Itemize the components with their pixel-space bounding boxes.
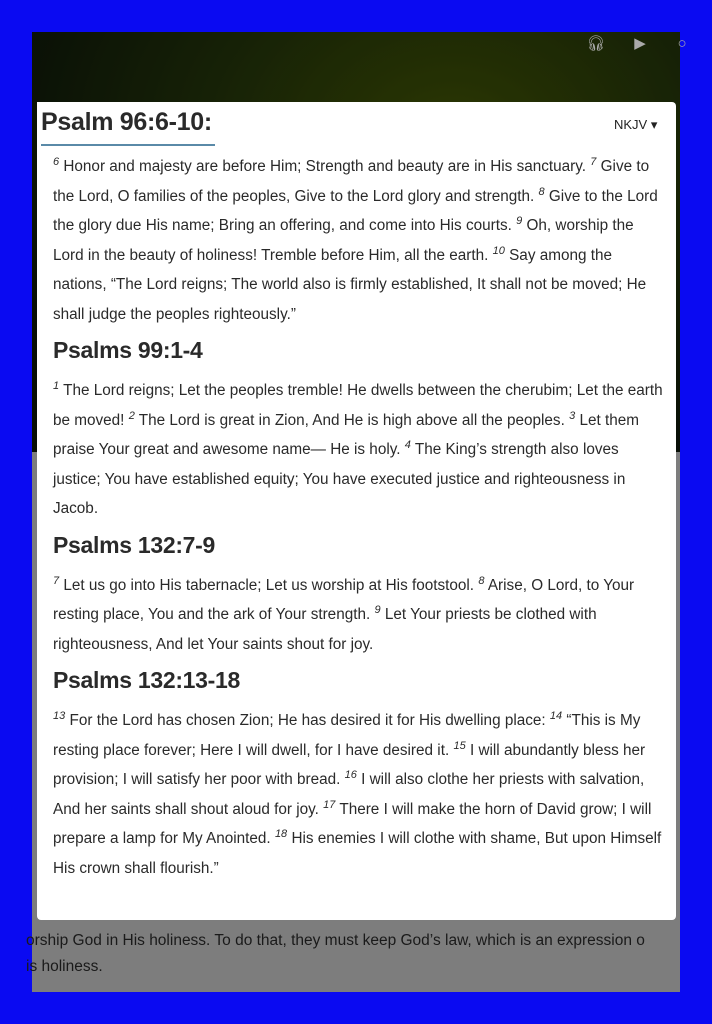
verse-text: Oh, worship the Lord in the beauty of holiness! Tremble before Him, all the earth.	[53, 217, 634, 264]
background-article-text: orship God in His holiness. To do that, they must keep God’s law, which is an expression o is holiness.	[26, 932, 645, 975]
verse-number: 2	[128, 409, 135, 422]
verse-text: Let us go into His tabernacle; Let us worship at His footstool.	[63, 576, 475, 594]
verse-number: 9	[516, 215, 523, 227]
more-icon[interactable]: ○	[677, 35, 687, 52]
verse-text: Say among the nations, “The Lord reigns; The world also is firmly established, It shall not be moved; He shall judge the peoples righteously.”	[53, 246, 647, 323]
passage-text	[53, 376, 663, 524]
verse-text: Let them praise Your great and awesome name— He is holy.	[53, 411, 639, 458]
verse-number: 3	[569, 409, 576, 422]
verse-text: I will also clothe her priests with salvation, And her saints shall shout aloud for joy.	[53, 771, 645, 818]
verse-number: 15	[453, 739, 466, 752]
verse-text: There I will make the horn of David grow; I will prepare a lamp for My Anointed.	[53, 800, 652, 847]
passage-reference: Psalms 132:7-9	[53, 531, 216, 558]
passage-text	[53, 152, 663, 329]
version-dropdown[interactable]: NKJV ▾	[614, 117, 658, 132]
verse-text: For the Lord has chosen Zion; He has desired it for His dwelling place:	[69, 712, 546, 729]
verse-number: 7	[53, 574, 60, 587]
verse-number: 8	[478, 574, 485, 587]
verse-number: 17	[323, 798, 336, 811]
scripture-content	[53, 152, 663, 891]
verse-number: 8	[538, 185, 545, 198]
verse-number: 10	[492, 244, 505, 257]
verse-number: 18	[274, 828, 288, 840]
passage-text	[53, 571, 663, 660]
verse-text: Honor and majesty are before Him; Strength and beauty are in His sanctuary.	[63, 158, 587, 175]
verse-number: 14	[549, 710, 563, 722]
verse-text: Give to the Lord, O families of the peoples, Give to the Lord glory and strength.	[53, 158, 650, 205]
verse-text: The King’s strength also loves justice; You have established equity; You have executed justice and righteousness in Jacob.	[53, 441, 626, 517]
verse-number: 1	[53, 380, 60, 392]
verse-text: The Lord reigns; Let the peoples tremble! He dwells between the cherubim; Let the earth be moved!	[53, 382, 663, 429]
verse-text: His enemies I will clothe with shame, But upon Himself His crown shall flourish.”	[53, 830, 662, 877]
headphones-icon[interactable]: 🎧︎	[586, 35, 606, 52]
verse-number: 4	[404, 439, 411, 451]
verse-number: 7	[590, 156, 597, 168]
verse-text: “This is My resting place forever; Here I will dwell, for I have desired it.	[53, 712, 641, 759]
passage-reference: Psalms 132:13-18	[53, 667, 241, 693]
popup-title: Psalm 96:6-10:	[41, 108, 212, 136]
passage-reference: Psalms 99:1-4	[53, 337, 203, 363]
popup-title-tab[interactable]	[37, 102, 215, 150]
verse-number: 13	[53, 710, 66, 722]
verse-text: Arise, O Lord, to Your resting place, You and the ark of Your strength.	[53, 576, 635, 623]
verse-number: 6	[53, 156, 60, 168]
video-icon[interactable]: ▶︎	[634, 35, 646, 52]
verse-text: The Lord is great in Zion, And He is high above all the peoples.	[138, 411, 565, 429]
verse-text: I will abundantly bless her provision; I will satisfy her poor with bread.	[53, 741, 646, 788]
title-underline	[41, 144, 215, 146]
verse-number: 16	[344, 769, 357, 781]
passage-text	[53, 706, 663, 883]
verse-text: Let Your priests be clothed with righteousness, And let Your saints shout for joy.	[53, 606, 597, 653]
verse-text: Give to the Lord the glory due His name; Bring an offering, and come into His courts.	[53, 187, 658, 234]
verse-number: 9	[374, 604, 381, 616]
